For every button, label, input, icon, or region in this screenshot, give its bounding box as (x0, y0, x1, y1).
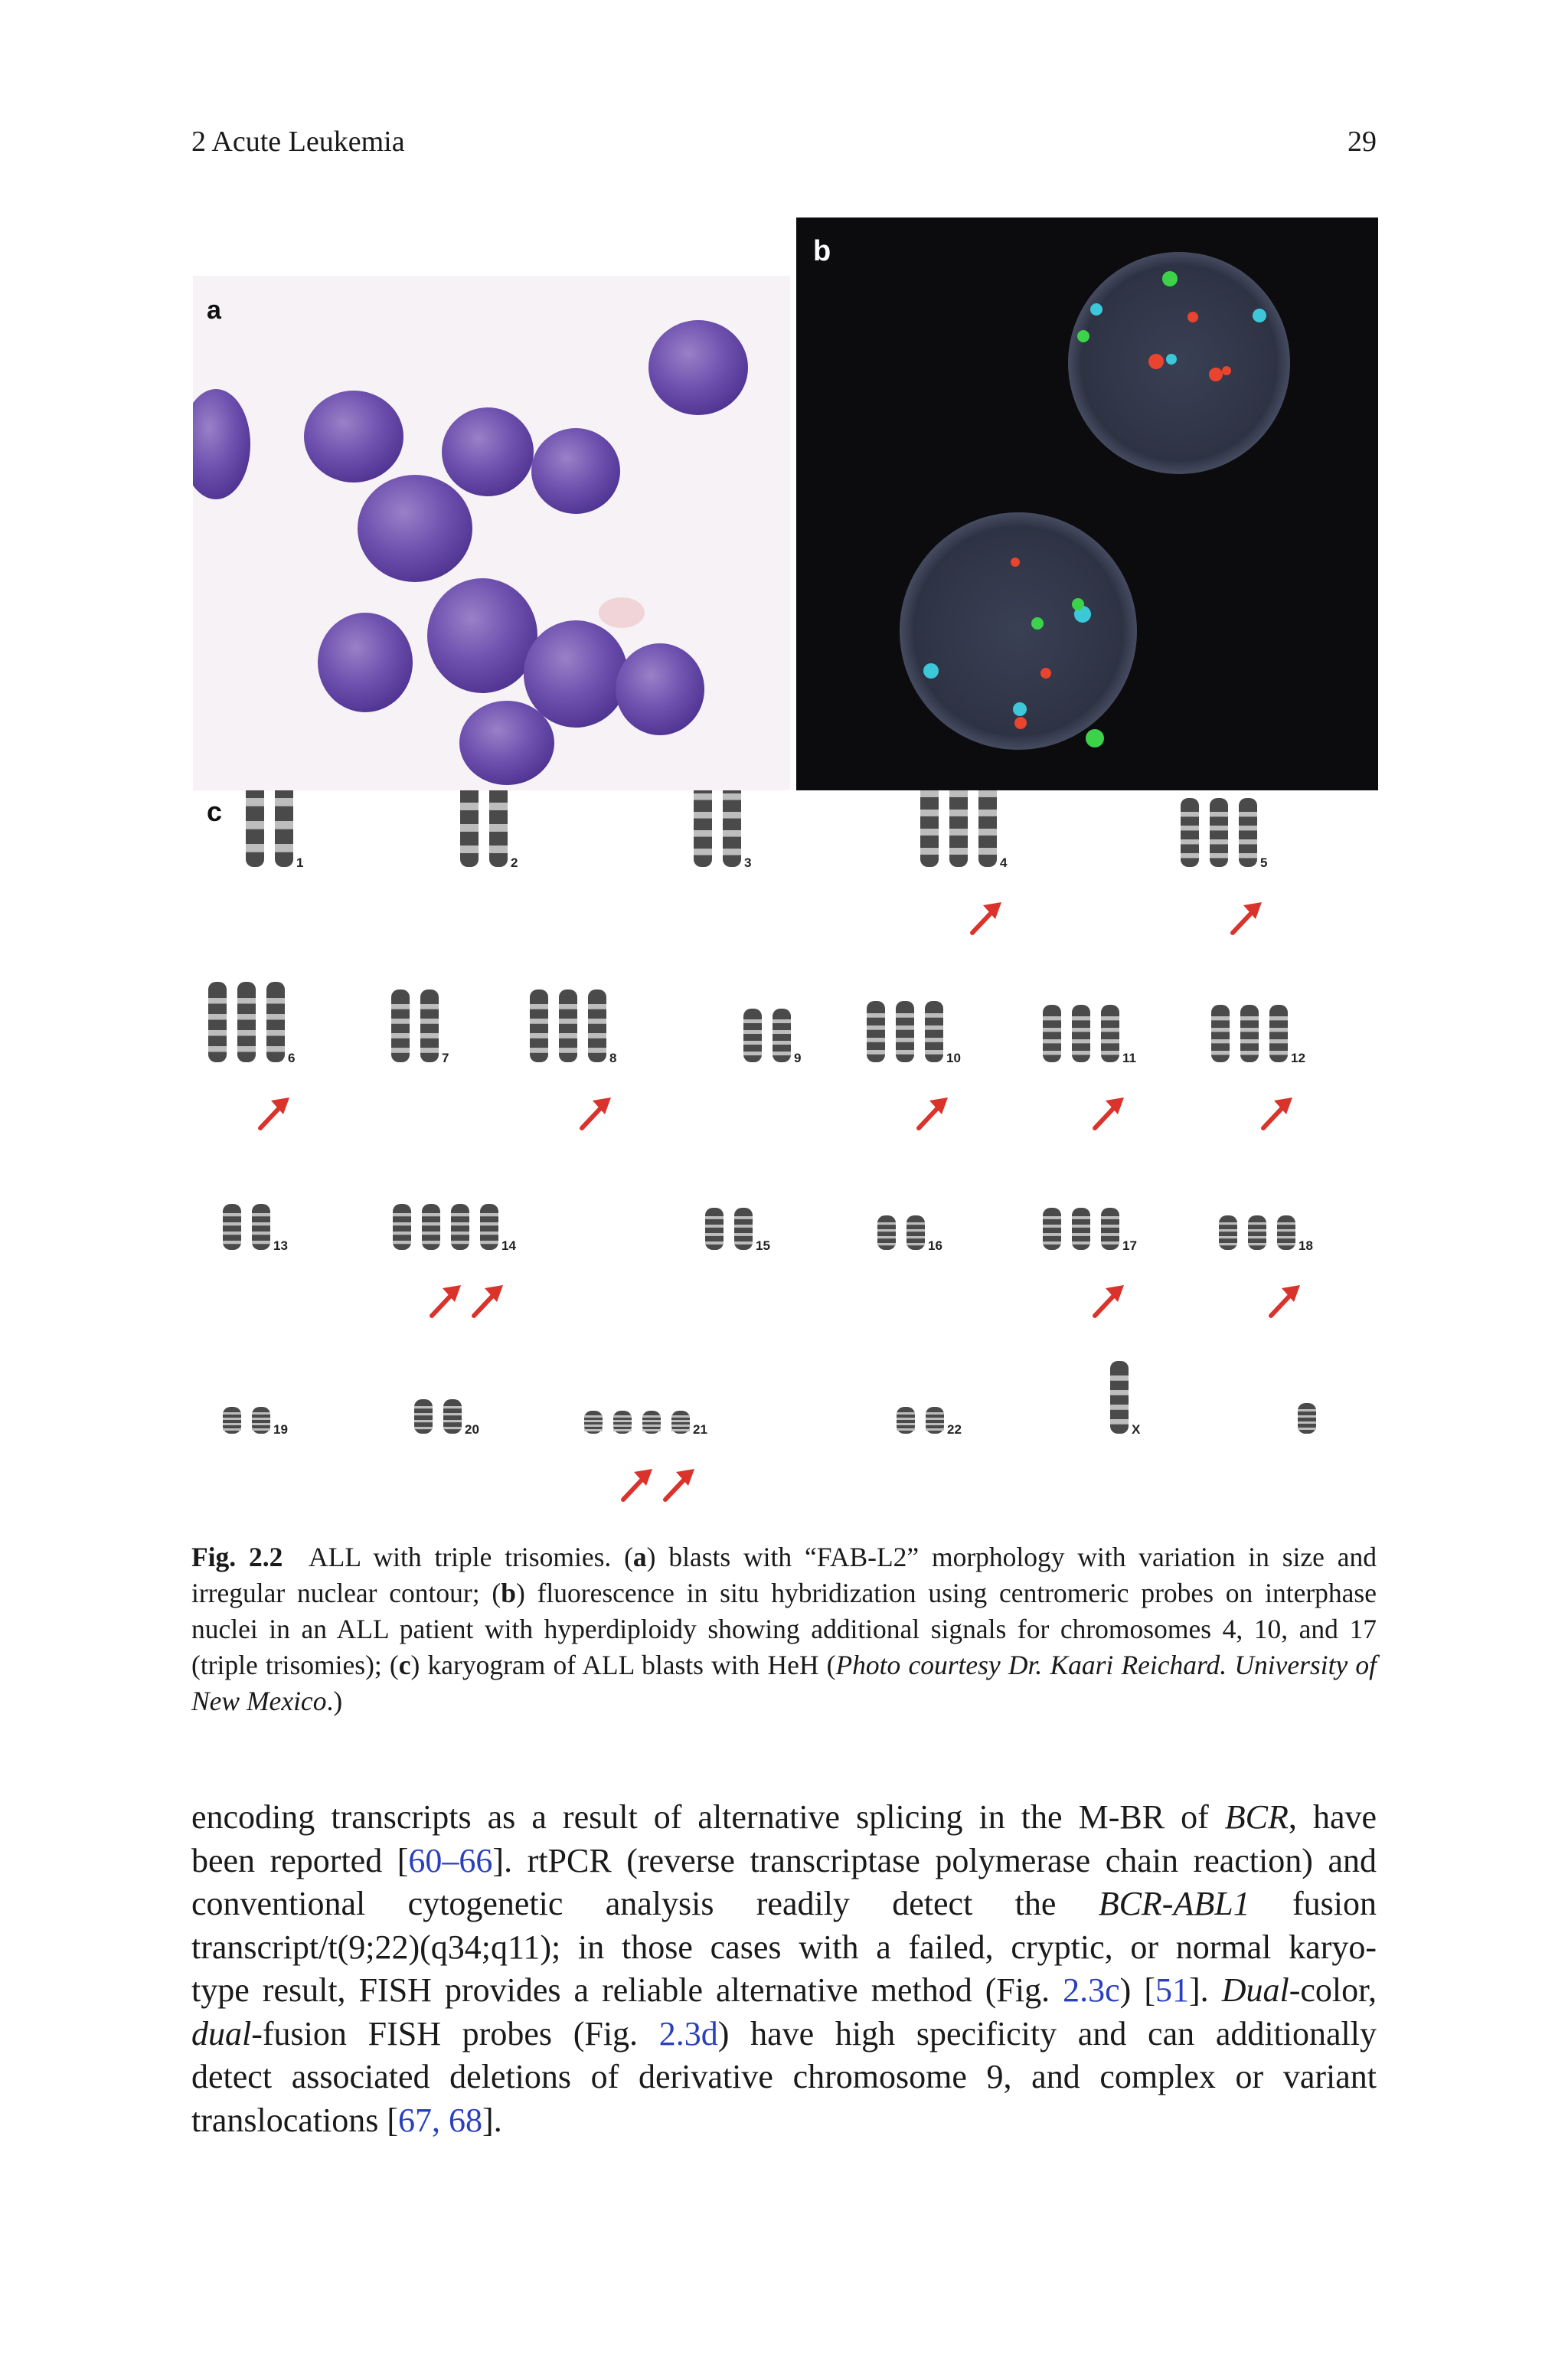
citation-link[interactable]: 60–66 (408, 1841, 493, 1879)
chromosome-band (460, 803, 479, 810)
chromosome-band (925, 1050, 943, 1055)
chromosome-band (978, 829, 997, 836)
chromosome-band (1219, 1229, 1237, 1232)
chromosome-label: 2 (511, 855, 518, 870)
chromosome-band (978, 848, 997, 855)
chromosome-band (223, 1418, 241, 1420)
chromosome-band (1043, 1039, 1061, 1043)
chromosome-band (613, 1415, 632, 1418)
chromosome-band (266, 1014, 285, 1020)
chromosome-label: 13 (273, 1238, 288, 1253)
figure-panel-c-karyogram (193, 790, 1378, 1503)
chromosome-band (743, 1041, 762, 1045)
chapter-title: 2 Acute Leukemia (191, 126, 405, 158)
nucleus-upper (1068, 252, 1290, 474)
chromosome-band (867, 1050, 885, 1055)
chromosome-band (1181, 826, 1199, 830)
citation-link[interactable]: 51 (1155, 1971, 1190, 2009)
chromosome-band (1248, 1229, 1266, 1232)
chromosome-band (1277, 1236, 1295, 1238)
chromosome-band (275, 844, 293, 852)
chromosome-band (1248, 1222, 1266, 1225)
chromosome-band (1298, 1409, 1316, 1411)
chromosome-band (1269, 1016, 1288, 1020)
chromosome-band (223, 1213, 241, 1216)
panel-label-a: a (207, 296, 221, 325)
chromosome-band (1101, 1241, 1119, 1245)
chromosome-band (252, 1213, 270, 1216)
chromosome-band (559, 1048, 577, 1053)
chromosome-band (422, 1232, 440, 1235)
chromosome-band (743, 1030, 762, 1034)
chromosome-band (1072, 1241, 1090, 1245)
chromosome-band (223, 1412, 241, 1415)
chromosome-band (1277, 1222, 1295, 1225)
chromosome-label: 11 (1122, 1051, 1136, 1065)
figure-label: Fig. 2.2 (191, 1542, 283, 1572)
chromosome-band (443, 1413, 462, 1415)
chromosome-band (773, 1030, 791, 1034)
chromosome-band (613, 1420, 632, 1422)
chromosome-band (246, 821, 264, 829)
chromosome-band (420, 1004, 439, 1009)
chromosome-band (584, 1425, 603, 1427)
chromosome-band (460, 846, 479, 853)
chromosome-band (949, 790, 968, 797)
chromosome-band (223, 1232, 241, 1235)
chromosome-band (867, 1025, 885, 1030)
chromosome-band (266, 1046, 285, 1052)
chromosome-label: 15 (756, 1238, 770, 1253)
chromosome-band (897, 1418, 915, 1420)
chromosome-band (1101, 1233, 1119, 1236)
chromosome-band (1210, 839, 1228, 844)
chromosome-band (443, 1420, 462, 1422)
chromosome-band (1043, 1028, 1061, 1032)
chromosome-band (1239, 839, 1257, 844)
chromosome-band (773, 1041, 791, 1045)
chromosome-band (480, 1241, 498, 1244)
chromosome-band (420, 1019, 439, 1024)
chromosome-label: 20 (465, 1422, 479, 1437)
chromosome-band (1101, 1039, 1119, 1043)
chromosome-band (237, 1030, 256, 1036)
chromosome-band (1211, 1039, 1230, 1043)
chromosome-band (414, 1420, 433, 1422)
chromosome-band (1211, 1028, 1230, 1032)
chromosome-label: 4 (1000, 855, 1008, 870)
chromosome-band (414, 1427, 433, 1429)
chromosome-band (949, 848, 968, 855)
chromosome-band (1110, 1375, 1129, 1381)
chromosome-band (867, 1013, 885, 1018)
chromosome-band (489, 846, 508, 853)
chromosome-band (393, 1232, 411, 1235)
chromosome-band (1101, 1225, 1119, 1228)
chromosome-band (743, 1019, 762, 1023)
chromosome-band (393, 1222, 411, 1225)
chromosome-band (613, 1425, 632, 1427)
chromosome-band (1269, 1039, 1288, 1043)
chromosome-band (920, 810, 939, 816)
chromosome-band (237, 1014, 256, 1020)
chromosome-band (906, 1243, 925, 1245)
chromosome-band (1043, 1051, 1061, 1055)
chromosome-band (489, 824, 508, 832)
chromosome-label: 18 (1298, 1238, 1313, 1253)
chromosome-band (1043, 1241, 1061, 1245)
chromosome-band (451, 1232, 469, 1235)
figure-link[interactable]: 2.3d (658, 2014, 718, 2053)
chromosome-band (1110, 1419, 1129, 1425)
chromosome-band (723, 849, 741, 855)
chromosome-band (926, 1423, 944, 1425)
chromosome-band (246, 844, 264, 852)
chromosome-band (1043, 1225, 1061, 1228)
chromosome-band (460, 824, 479, 832)
chromosome-band (420, 1033, 439, 1039)
chromosome-label: 9 (794, 1051, 802, 1065)
chromosome-band (1101, 1016, 1119, 1020)
chromosome-band (391, 1004, 410, 1009)
chromosome-band (530, 1048, 548, 1053)
chromosome-band (1101, 1051, 1119, 1055)
chromosome-band (1181, 839, 1199, 844)
chromosome-band (530, 1004, 548, 1009)
chromosome-band (1248, 1236, 1266, 1238)
chromosome-band (925, 1025, 943, 1030)
chromosome-band (1210, 853, 1228, 858)
chromosome-band (451, 1222, 469, 1225)
chromosome-band (1072, 1233, 1090, 1236)
chromosome-label: 10 (946, 1051, 961, 1065)
running-head (191, 123, 1377, 161)
chromosome-band (1240, 1028, 1259, 1032)
chromosome-band (1269, 1028, 1288, 1032)
chromosome-label: 8 (609, 1051, 617, 1065)
chromosome-band (734, 1241, 753, 1245)
chromosome-band (420, 1048, 439, 1053)
chromosome-band (584, 1420, 603, 1422)
chromosome-band (896, 1038, 914, 1042)
chromosome-label: X (1132, 1422, 1141, 1437)
chromosome-band (443, 1406, 462, 1408)
figure-panel-b-fish (796, 218, 1378, 796)
chromosome-band (1072, 1039, 1090, 1043)
chromosome-band (588, 1033, 606, 1039)
chromosome-band (422, 1213, 440, 1216)
chromosome-band (734, 1225, 753, 1228)
chromosome-band (252, 1232, 270, 1235)
chromosome-band (920, 848, 939, 855)
chromosome-band (246, 798, 264, 806)
chromosome-label: 19 (273, 1422, 288, 1437)
chromosome-band (705, 1241, 724, 1245)
chromosome-band (1101, 1216, 1119, 1219)
chromosome-band (705, 1225, 724, 1228)
chromosome-label: 5 (1260, 855, 1268, 870)
chromosome-band (694, 849, 712, 855)
chromosome-label: 1 (296, 855, 304, 870)
chromosome-band (694, 812, 712, 819)
chromosome-band (584, 1415, 603, 1418)
chromosome-band (877, 1222, 896, 1225)
chromosome-band (926, 1418, 944, 1420)
panel-label-b: b (813, 235, 831, 267)
chromosome-band (877, 1229, 896, 1232)
chromosome-band (559, 1033, 577, 1039)
chromosome-band (584, 1429, 603, 1431)
chromosome-band (1269, 1051, 1288, 1055)
chromosome-band (252, 1423, 270, 1425)
chromosome-band (1239, 853, 1257, 858)
chromosome-band (906, 1236, 925, 1238)
chromosome-band (1101, 1028, 1119, 1032)
chromosome-band (480, 1232, 498, 1235)
chromosome-band (391, 1048, 410, 1053)
chromosome-band (978, 810, 997, 816)
figure-panel-a-blasts (193, 276, 790, 796)
chromosome-band (723, 793, 741, 800)
chromosome-band (1239, 812, 1257, 816)
chromosome-band (1239, 826, 1257, 830)
chromosome-band (414, 1406, 433, 1408)
chromosome-band (1210, 812, 1228, 816)
chromosome-label: 22 (947, 1422, 962, 1437)
chromosome-band (1248, 1243, 1266, 1245)
chromosome-band (1072, 1016, 1090, 1020)
chromosome-band (896, 1050, 914, 1055)
chromosome-band (613, 1429, 632, 1431)
page-number: 29 (1348, 126, 1377, 158)
figure-caption: Fig. 2.2 ALL with triple trisomies. (a) blasts with “FAB-L2” morphology with variation in size and irregular nuclear contour; (b) fluorescence in situ hybridization using centromeric probes on interphase nuclei in an ALL patient with hyperdiploidy showing additional signals for chromosomes 4, 10, and 17 (triple trisomies); (c) karyogram of ALL blasts with HeH (Photo courtesy Dr. Kaari Reichard. University of New Mexico.) (191, 1542, 1377, 1716)
chromosome-band (705, 1233, 724, 1236)
chromosome-band (1219, 1236, 1237, 1238)
chromosome-band (223, 1428, 241, 1431)
chromosome-band (926, 1412, 944, 1415)
chromosome-band (897, 1412, 915, 1415)
chromosome-band (588, 1019, 606, 1024)
chromosome-band (723, 812, 741, 819)
body-paragraph: encoding transcripts as a result of alternative splicing in the M-BR of BCR, have been reported [60–66]. rtPCR (reverse transcriptase polymerase chain reaction) and conventional cytogenetic analysis readily detect the BCR-ABL1 fusion transcript/t(9;22)(q34;q11); in those cases with a failed, cryptic, or normal karyo- type result, FISH provides a reliable alternative method (Fig. 2.3c) [51]. Dual-color, dual-fusion FISH probes (Fig. 2.3d) have high specificity and can additionally detect associated deletions of derivative chromosome 9, and complex or variant translocations [67, 68]. (191, 1798, 1377, 2139)
chromosome-label: 3 (744, 855, 752, 870)
citation-link[interactable]: 67, 68 (398, 2101, 483, 2139)
chromosome-label: 12 (1291, 1051, 1305, 1065)
chromosome-band (925, 1013, 943, 1018)
chromosome-band (734, 1233, 753, 1236)
chromosome-band (1211, 1051, 1230, 1055)
chromosome-band (897, 1423, 915, 1425)
chromosome-band (949, 829, 968, 836)
chromosome-band (743, 1052, 762, 1055)
chromosome-band (1277, 1243, 1295, 1245)
chromosome-band (266, 998, 285, 1004)
chromosome-band (1219, 1222, 1237, 1225)
chromosome-band (1072, 1216, 1090, 1219)
chromosome-band (223, 1423, 241, 1425)
chromosome-band (1211, 1016, 1230, 1020)
chromosome-band (252, 1222, 270, 1225)
chromosome-band (1043, 1233, 1061, 1236)
chromosome-band (393, 1241, 411, 1244)
chromosome-band (530, 1019, 548, 1024)
chromosome-band (1072, 1051, 1090, 1055)
chromosome-band (443, 1427, 462, 1429)
chromosome-band (642, 1429, 661, 1431)
chromosome-band (877, 1236, 896, 1238)
chromosome-band (391, 1033, 410, 1039)
chromosome-band (1181, 853, 1199, 858)
chromosome-band (906, 1229, 925, 1232)
chromosome-band (208, 1014, 227, 1020)
chromosome-band (1240, 1039, 1259, 1043)
chromosome-band (1043, 1016, 1061, 1020)
chromosome-band (480, 1213, 498, 1216)
chromosome-band (451, 1213, 469, 1216)
chromosome-band (1072, 1225, 1090, 1228)
chromosome-band (275, 798, 293, 806)
chromosome-band (489, 803, 508, 810)
chromosome-band (671, 1425, 690, 1427)
chromosome-band (671, 1429, 690, 1431)
chromosome-band (1110, 1405, 1129, 1410)
figure-link[interactable]: 2.3c (1063, 1971, 1120, 2009)
chromosome-band (252, 1241, 270, 1244)
chromosome-band (949, 810, 968, 816)
chromosome-label: 14 (501, 1238, 516, 1253)
chromosome-band (642, 1420, 661, 1422)
chromosome-3 (694, 790, 712, 867)
chromosome-band (422, 1241, 440, 1244)
chromosome-band (642, 1415, 661, 1418)
chromosome-band (1298, 1421, 1316, 1424)
chromosome-band (926, 1428, 944, 1431)
chromosome-band (734, 1216, 753, 1219)
chromosome-band (530, 1033, 548, 1039)
chromosome-3 (723, 790, 741, 867)
chromosome-band (252, 1412, 270, 1415)
chromosome-band (896, 1025, 914, 1030)
chromosome-band (559, 1004, 577, 1009)
chromosome-label: 6 (288, 1051, 296, 1065)
chromosome-band (588, 1048, 606, 1053)
chromosome-band (559, 1019, 577, 1024)
chromosome-band (1110, 1390, 1129, 1395)
chromosome-band (1072, 1028, 1090, 1032)
chromosome-label: 16 (928, 1238, 942, 1253)
chromosome-band (252, 1418, 270, 1420)
chromosome-band (773, 1052, 791, 1055)
chromosome-band (897, 1428, 915, 1431)
chromosome-band (925, 1038, 943, 1042)
chromosome-band (480, 1222, 498, 1225)
chromosome-band (773, 1019, 791, 1023)
chromosome-band (896, 1013, 914, 1018)
chromosome-band (414, 1413, 433, 1415)
chromosome-band (642, 1425, 661, 1427)
chromosome-band (867, 1038, 885, 1042)
chromosome-band (723, 830, 741, 837)
chromosome-band (920, 790, 939, 797)
chromosome-band (208, 1046, 227, 1052)
chromosome-band (588, 1004, 606, 1009)
chromosome-band (422, 1222, 440, 1225)
chromosome-band (1298, 1428, 1316, 1430)
chromosome-band (978, 790, 997, 797)
chromosome-band (1043, 1216, 1061, 1219)
chromosome-band (705, 1216, 724, 1219)
chromosome-band (694, 830, 712, 837)
chromosome-band (671, 1420, 690, 1422)
chromosome-band (237, 998, 256, 1004)
chromosome-band (920, 829, 939, 836)
chromosome-band (1240, 1051, 1259, 1055)
chromosome-band (237, 1046, 256, 1052)
chromosome-band (266, 1030, 285, 1036)
photo-credit: Photo courtesy Dr. Kaari Reichard. University of New Mexico (191, 1650, 1377, 1716)
chromosome-band (1298, 1415, 1316, 1418)
chromosome-band (391, 1019, 410, 1024)
chromosome-band (1277, 1229, 1295, 1232)
chromosome-band (451, 1241, 469, 1244)
chromosome-band (1210, 826, 1228, 830)
chromosome-band (208, 998, 227, 1004)
chromosome-band (694, 793, 712, 800)
chromosome-band (208, 1030, 227, 1036)
chromosome-band (906, 1222, 925, 1225)
chromosome-band (275, 821, 293, 829)
chromosome-band (223, 1222, 241, 1225)
chromosome-band (393, 1213, 411, 1216)
chromosome-label: 17 (1122, 1238, 1137, 1253)
chromosome-band (1181, 812, 1199, 816)
chromosome-label: 7 (442, 1051, 449, 1065)
panel-label-c: c (207, 796, 223, 827)
chromosome-band (252, 1428, 270, 1431)
chromosome-band (223, 1241, 241, 1244)
chromosome-band (671, 1415, 690, 1418)
chromosome-band (877, 1243, 896, 1245)
chromosome-band (1219, 1243, 1237, 1245)
chromosome-band (1240, 1016, 1259, 1020)
chromosome-label: 21 (693, 1422, 707, 1437)
